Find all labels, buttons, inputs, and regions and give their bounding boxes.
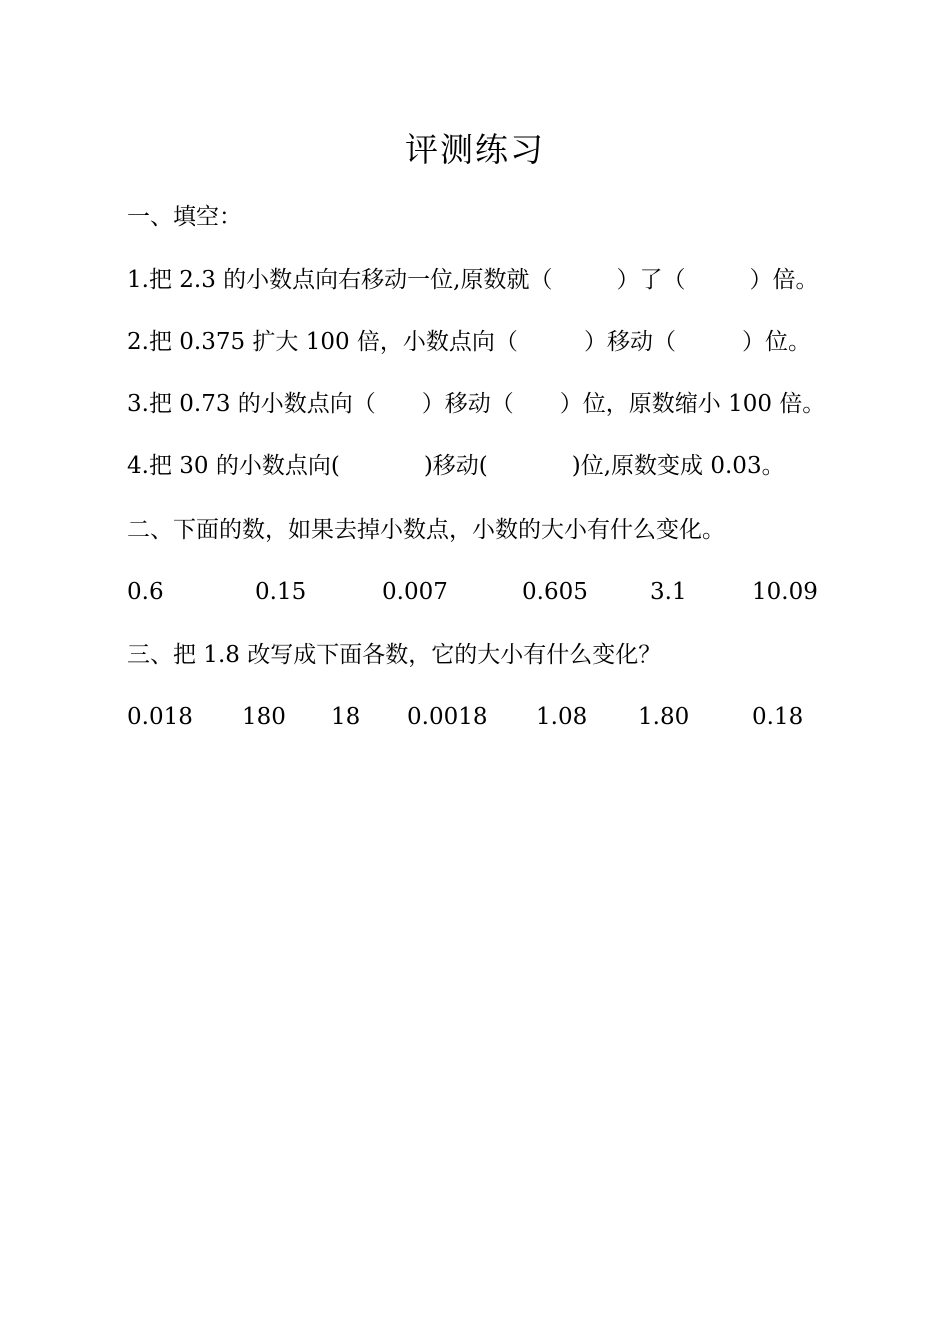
question-1-text-c: ）倍。: [749, 267, 819, 293]
question-2-text-b: ）移动（: [583, 329, 676, 355]
section3-heading: 三、把 1.8 改写成下面各数，它的大小有什么变化？: [127, 642, 662, 668]
question-4-text-c: )位,原数变成 0.03。: [571, 453, 785, 479]
question-2-text-a: 2.把 0.375 扩大 100 倍，小数点向（: [127, 329, 518, 355]
number-item: 0.6: [127, 579, 164, 605]
question-3-text-a: 3.把 0.73 的小数点向（: [127, 391, 376, 417]
question-1-text-b: ）了（: [616, 267, 686, 293]
question-3-text-b: ）移动（: [421, 391, 514, 417]
number-item: 3.1: [650, 579, 687, 605]
number-item: 18: [331, 704, 361, 730]
number-item: 0.15: [255, 579, 307, 605]
number-item: 1.08: [536, 704, 588, 730]
number-item: 1.80: [638, 704, 690, 730]
question-4-text-b: )移动(: [423, 453, 488, 479]
page-title: 评测练习: [405, 130, 545, 169]
number-item: 10.09: [752, 579, 818, 605]
number-item: 0.18: [752, 704, 804, 730]
section1-heading: 一、填空：: [127, 204, 242, 230]
number-item: 0.018: [127, 704, 193, 730]
question-3-text-c: ）位，原数缩小 100 倍。: [559, 391, 826, 417]
question-1-text-a: 1.把 2.3 的小数点向右移动一位,原数就（: [127, 267, 553, 293]
section3-number-row: [0, 700, 950, 734]
section2-number-row: [0, 575, 950, 609]
question-4: [127, 449, 785, 483]
number-item: 0.007: [382, 579, 448, 605]
number-item: 180: [242, 704, 286, 730]
question-2-text-c: ）位。: [741, 329, 811, 355]
question-2: [127, 325, 811, 359]
question-4-text-a: 4.把 30 的小数点向(: [127, 453, 340, 479]
question-3: [127, 387, 825, 421]
section2-heading: 二、下面的数，如果去掉小数点，小数的大小有什么变化。: [127, 517, 725, 543]
question-1: [127, 263, 818, 297]
number-item: 0.605: [522, 579, 588, 605]
number-item: 0.0018: [407, 704, 488, 730]
